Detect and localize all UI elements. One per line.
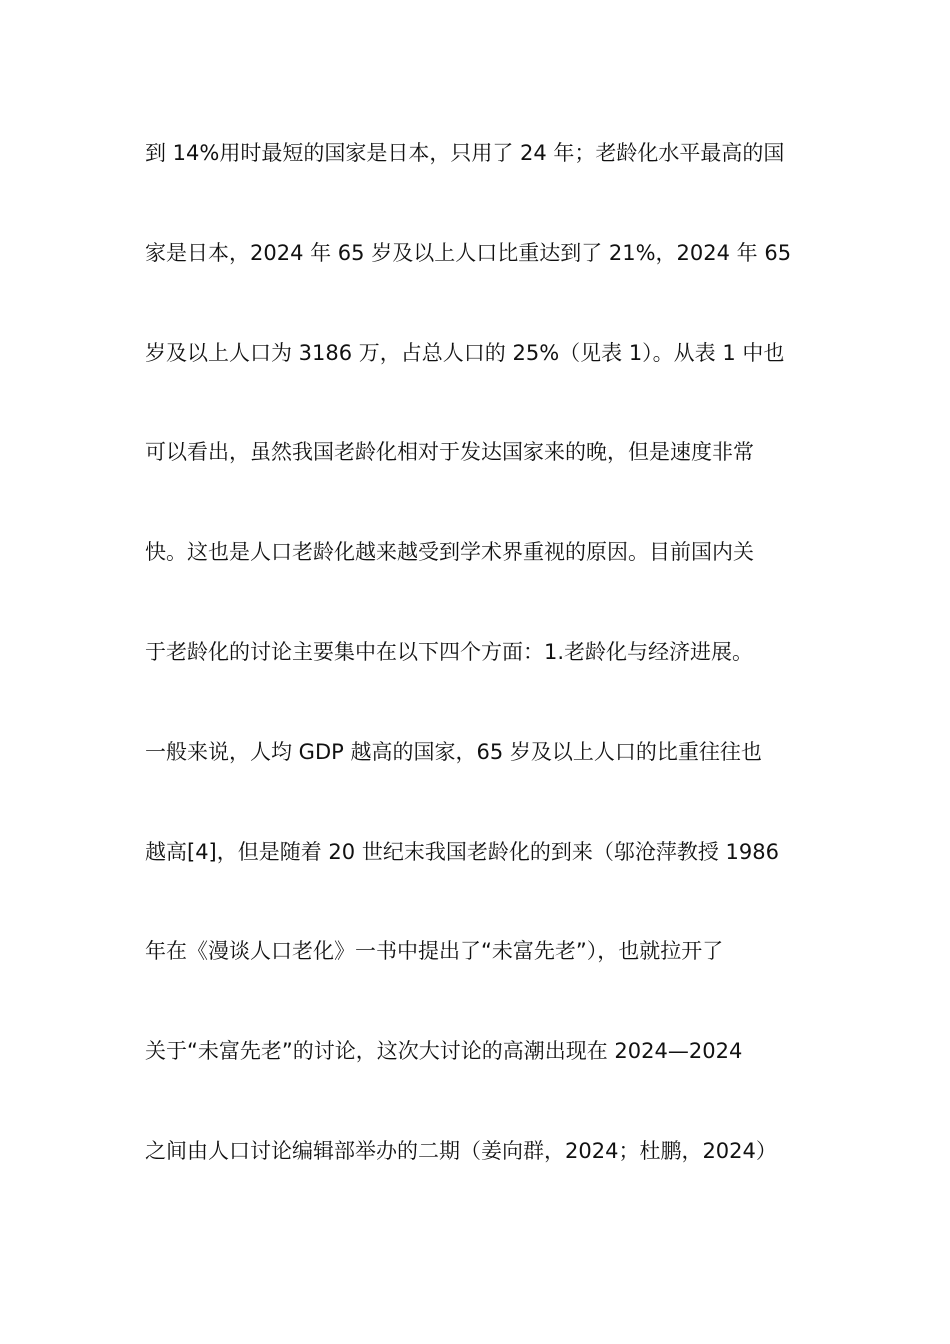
text-line: 快。这也是人口老龄化越来越受到学术界重视的原因。目前国内关 xyxy=(145,540,754,565)
text-line: 越高[4]，但是随着 20 世纪末我国老龄化的到来（邬沧萍教授 1986 xyxy=(145,839,779,864)
text-line: 到 14%用时最短的国家是日本，只用了 24 年；老龄化水平最高的国 xyxy=(145,141,785,165)
text-line: 岁及以上人口为 3186 万，占总人口的 25%（见表 1）。从表 1 中也 xyxy=(145,340,785,365)
body-paragraph xyxy=(145,133,807,1231)
text-line: 可以看出，虽然我国老龄化相对于发达国家来的晚，但是速度非常 xyxy=(145,440,754,465)
text-line: 一般来说，人均 GDP 越高的国家，65 岁及以上人口的比重往往也 xyxy=(145,739,762,764)
text-line: 年在《漫谈人口老化》一书中提出了“未富先老”），也就拉开了 xyxy=(145,939,724,964)
text-line: 之间由人口讨论编辑部举办的二期（姜向群，2024；杜鹏，2024） xyxy=(145,1138,777,1163)
text-line: 于老龄化的讨论主要集中在以下四个方面：1.老龄化与经济进展。 xyxy=(145,639,754,664)
text-line: 家是日本，2024 年 65 岁及以上人口比重达到了 21%，2024 年 65 xyxy=(145,240,792,265)
text-line: 关于“未富先老”的讨论，这次大讨论的高潮出现在 2024—2024 xyxy=(145,1039,743,1064)
